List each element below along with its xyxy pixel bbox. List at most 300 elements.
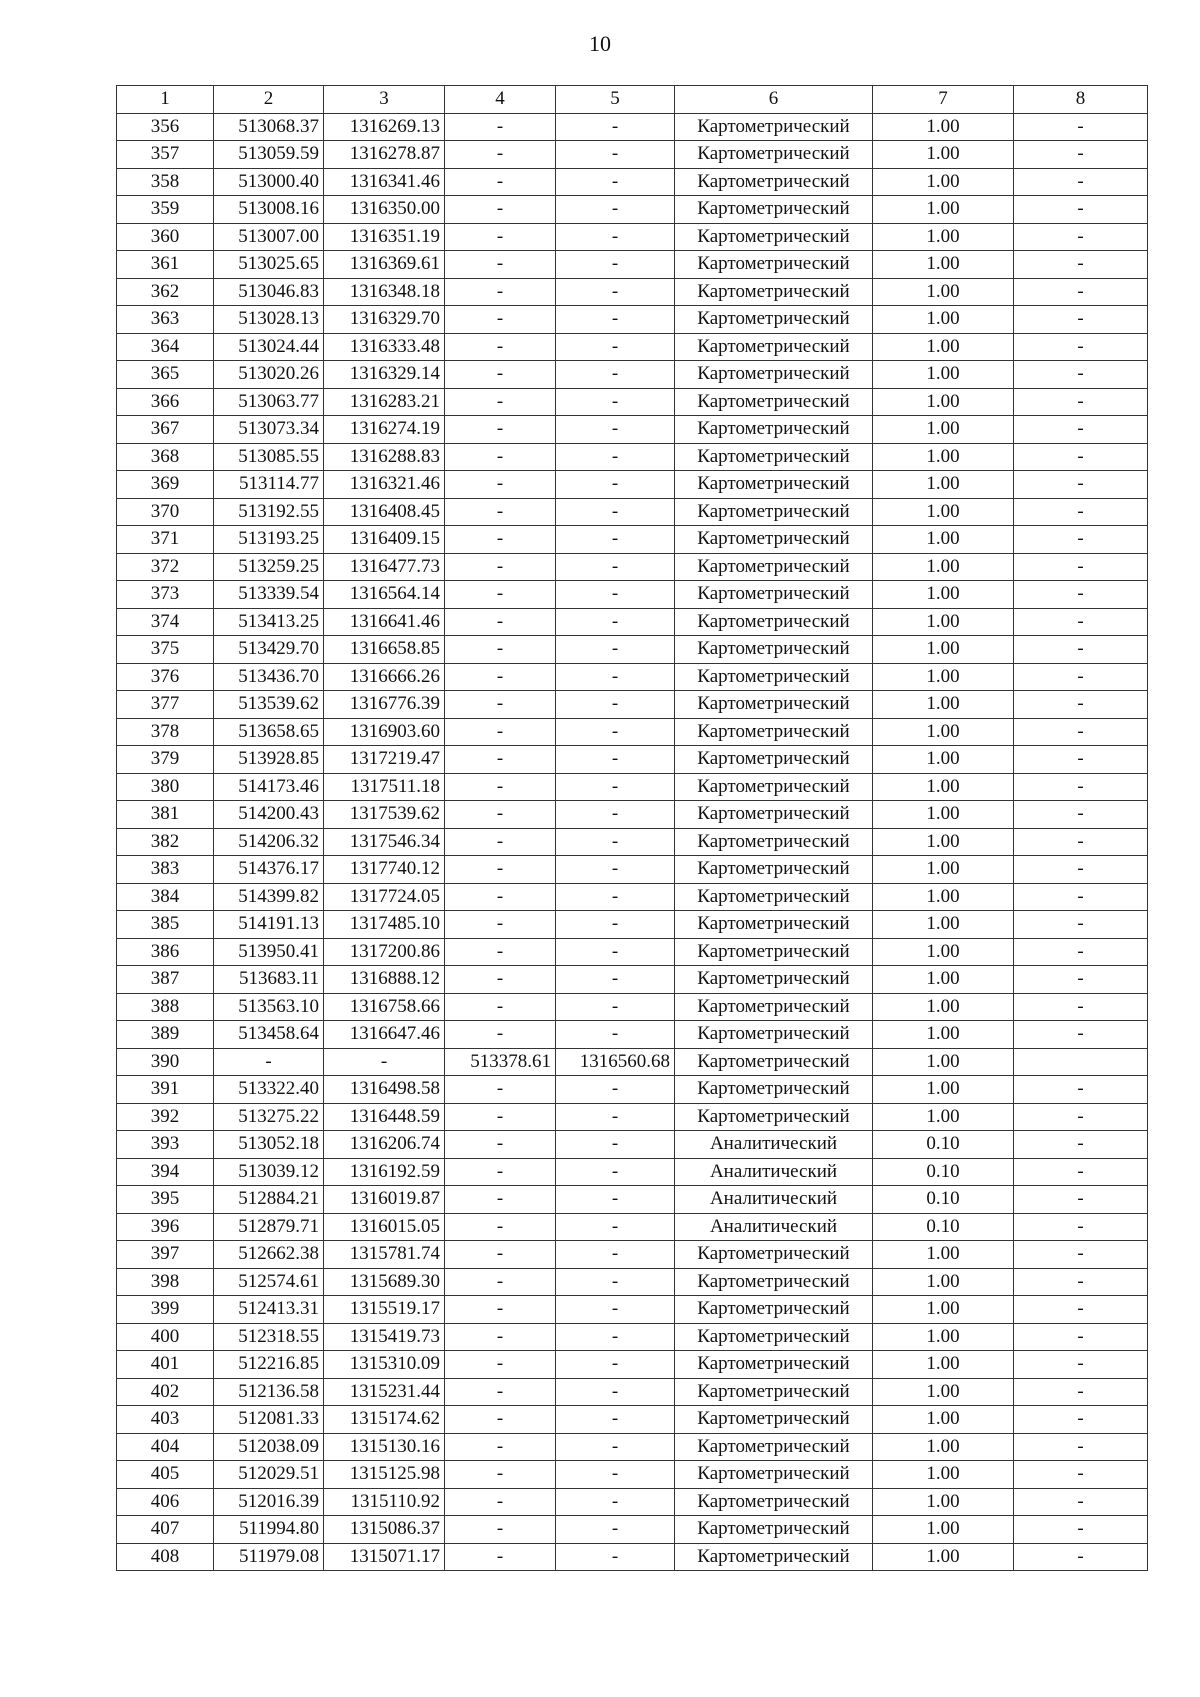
x-coordinate-cell: 513024.44 (214, 333, 324, 361)
y-coordinate-alt-cell: - (556, 526, 675, 554)
x-coordinate-cell: 513068.37 (214, 113, 324, 141)
y-coordinate-cell: 1316369.61 (324, 251, 445, 279)
accuracy-cell: 1.00 (873, 1516, 1014, 1544)
method-cell: Картометрический (675, 1433, 873, 1461)
x-coordinate-cell: 512081.33 (214, 1406, 324, 1434)
y-coordinate-alt-cell: - (556, 1241, 675, 1269)
y-coordinate-cell: 1316647.46 (324, 1021, 445, 1049)
y-coordinate-alt-cell: - (556, 1488, 675, 1516)
table-row (117, 278, 1148, 306)
x-coordinate-alt-cell: - (445, 251, 556, 279)
table-row (117, 801, 1148, 829)
x-coordinate-cell: 512216.85 (214, 1351, 324, 1379)
y-coordinate-alt-cell: - (556, 1543, 675, 1571)
accuracy-cell: 1.00 (873, 1543, 1014, 1571)
table-row (117, 1158, 1148, 1186)
x-coordinate-cell: 513413.25 (214, 608, 324, 636)
accuracy-cell: 1.00 (873, 251, 1014, 279)
x-coordinate-alt-cell: - (445, 168, 556, 196)
accuracy-cell: 1.00 (873, 828, 1014, 856)
x-coordinate-cell: 514200.43 (214, 801, 324, 829)
y-coordinate-alt-cell: - (556, 141, 675, 169)
method-cell: Картометрический (675, 718, 873, 746)
accuracy-cell: 1.00 (873, 498, 1014, 526)
method-cell: Картометрический (675, 526, 873, 554)
table-row (117, 581, 1148, 609)
y-coordinate-alt-cell: - (556, 828, 675, 856)
y-coordinate-alt-cell: - (556, 801, 675, 829)
x-coordinate-alt-cell: - (445, 718, 556, 746)
point-number-cell: 364 (117, 333, 214, 361)
x-coordinate-cell: 513114.77 (214, 471, 324, 499)
method-cell: Аналитический (675, 1213, 873, 1241)
table-row (117, 553, 1148, 581)
method-cell: Картометрический (675, 388, 873, 416)
x-coordinate-alt-cell: - (445, 223, 556, 251)
point-number-cell: 395 (117, 1186, 214, 1214)
y-coordinate-alt-cell: - (556, 856, 675, 884)
table-row (117, 498, 1148, 526)
y-coordinate-cell: 1316448.59 (324, 1103, 445, 1131)
accuracy-cell: 1.00 (873, 388, 1014, 416)
y-coordinate-cell: 1315310.09 (324, 1351, 445, 1379)
x-coordinate-alt-cell: - (445, 1516, 556, 1544)
note-cell: - (1014, 746, 1148, 774)
x-coordinate-cell: 513020.26 (214, 361, 324, 389)
point-number-cell: 375 (117, 636, 214, 664)
accuracy-cell: 1.00 (873, 553, 1014, 581)
x-coordinate-alt-cell: - (445, 828, 556, 856)
accuracy-cell: 1.00 (873, 443, 1014, 471)
method-cell: Картометрический (675, 141, 873, 169)
y-coordinate-alt-cell: - (556, 773, 675, 801)
point-number-cell: 396 (117, 1213, 214, 1241)
y-coordinate-cell: 1315419.73 (324, 1323, 445, 1351)
point-number-cell: 403 (117, 1406, 214, 1434)
y-coordinate-alt-cell: - (556, 553, 675, 581)
x-coordinate-cell: 512884.21 (214, 1186, 324, 1214)
point-number-cell: 366 (117, 388, 214, 416)
note-cell: - (1014, 1076, 1148, 1104)
x-coordinate-alt-cell: - (445, 1076, 556, 1104)
point-number-cell: 405 (117, 1461, 214, 1489)
accuracy-cell: 1.00 (873, 113, 1014, 141)
table-row (117, 1131, 1148, 1159)
accuracy-cell: 1.00 (873, 746, 1014, 774)
x-coordinate-cell: 513436.70 (214, 663, 324, 691)
x-coordinate-alt-cell: - (445, 1158, 556, 1186)
y-coordinate-alt-cell: - (556, 663, 675, 691)
y-coordinate-alt-cell: - (556, 993, 675, 1021)
method-cell: Картометрический (675, 113, 873, 141)
x-coordinate-cell: 513458.64 (214, 1021, 324, 1049)
y-coordinate-cell: 1316019.87 (324, 1186, 445, 1214)
y-coordinate-alt-cell: - (556, 1158, 675, 1186)
note-cell: - (1014, 113, 1148, 141)
x-coordinate-alt-cell: - (445, 416, 556, 444)
table-row (117, 113, 1148, 141)
x-coordinate-cell: 514376.17 (214, 856, 324, 884)
note-cell: - (1014, 1433, 1148, 1461)
x-coordinate-cell: 512038.09 (214, 1433, 324, 1461)
note-cell: - (1014, 691, 1148, 719)
method-cell: Картометрический (675, 911, 873, 939)
x-coordinate-cell: 513085.55 (214, 443, 324, 471)
y-coordinate-alt-cell: - (556, 911, 675, 939)
method-cell: Картометрический (675, 223, 873, 251)
x-coordinate-alt-cell: - (445, 498, 556, 526)
x-coordinate-alt-cell: - (445, 1241, 556, 1269)
method-cell: Аналитический (675, 1131, 873, 1159)
x-coordinate-cell: 513322.40 (214, 1076, 324, 1104)
x-coordinate-alt-cell: - (445, 1268, 556, 1296)
point-number-cell: 398 (117, 1268, 214, 1296)
note-cell: - (1014, 1543, 1148, 1571)
note-cell: - (1014, 1351, 1148, 1379)
column-header-1: 1 (117, 86, 214, 114)
x-coordinate-cell: 513063.77 (214, 388, 324, 416)
accuracy-cell: 1.00 (873, 1021, 1014, 1049)
point-number-cell: 360 (117, 223, 214, 251)
x-coordinate-alt-cell: - (445, 553, 556, 581)
column-header-6: 6 (675, 86, 873, 114)
x-coordinate-cell: 512413.31 (214, 1296, 324, 1324)
table-row (117, 1186, 1148, 1214)
note-cell: - (1014, 498, 1148, 526)
point-number-cell: 406 (117, 1488, 214, 1516)
y-coordinate-cell: 1315781.74 (324, 1241, 445, 1269)
column-header-4: 4 (445, 86, 556, 114)
y-coordinate-alt-cell: - (556, 691, 675, 719)
x-coordinate-cell: 513658.65 (214, 718, 324, 746)
x-coordinate-cell: - (214, 1048, 324, 1076)
point-number-cell: 408 (117, 1543, 214, 1571)
point-number-cell: 401 (117, 1351, 214, 1379)
note-cell: - (1014, 1186, 1148, 1214)
method-cell: Картометрический (675, 1076, 873, 1104)
table-row (117, 416, 1148, 444)
x-coordinate-alt-cell: - (445, 443, 556, 471)
y-coordinate-alt-cell: - (556, 1131, 675, 1159)
table-row (117, 1076, 1148, 1104)
x-coordinate-alt-cell: - (445, 388, 556, 416)
x-coordinate-alt-cell: - (445, 608, 556, 636)
table-row (117, 361, 1148, 389)
table-row (117, 718, 1148, 746)
y-coordinate-alt-cell: - (556, 306, 675, 334)
y-coordinate-cell: 1316348.18 (324, 278, 445, 306)
y-coordinate-alt-cell: - (556, 883, 675, 911)
y-coordinate-cell: 1316274.19 (324, 416, 445, 444)
y-coordinate-cell: 1316269.13 (324, 113, 445, 141)
x-coordinate-alt-cell: - (445, 773, 556, 801)
table-row (117, 993, 1148, 1021)
y-coordinate-cell: 1315174.62 (324, 1406, 445, 1434)
x-coordinate-cell: 513193.25 (214, 526, 324, 554)
y-coordinate-alt-cell: - (556, 581, 675, 609)
table-row (117, 141, 1148, 169)
coordinates-table (116, 85, 1148, 1571)
note-cell: - (1014, 278, 1148, 306)
table-row (117, 306, 1148, 334)
note-cell: - (1014, 636, 1148, 664)
note-cell: - (1014, 333, 1148, 361)
y-coordinate-alt-cell: - (556, 1516, 675, 1544)
note-cell: - (1014, 1103, 1148, 1131)
y-coordinate-alt-cell: - (556, 223, 675, 251)
x-coordinate-alt-cell: - (445, 1378, 556, 1406)
y-coordinate-alt-cell: - (556, 1323, 675, 1351)
point-number-cell: 394 (117, 1158, 214, 1186)
x-coordinate-alt-cell: - (445, 1131, 556, 1159)
point-number-cell: 384 (117, 883, 214, 911)
y-coordinate-alt-cell: - (556, 966, 675, 994)
table-row (117, 663, 1148, 691)
x-coordinate-cell: 512662.38 (214, 1241, 324, 1269)
method-cell: Картометрический (675, 553, 873, 581)
y-coordinate-alt-cell: - (556, 746, 675, 774)
table-row (117, 1461, 1148, 1489)
point-number-cell: 380 (117, 773, 214, 801)
table-row (117, 1268, 1148, 1296)
point-number-cell: 374 (117, 608, 214, 636)
note-cell: - (1014, 993, 1148, 1021)
x-coordinate-cell: 513259.25 (214, 553, 324, 581)
accuracy-cell: 1.00 (873, 361, 1014, 389)
accuracy-cell: 1.00 (873, 416, 1014, 444)
y-coordinate-cell: 1316329.70 (324, 306, 445, 334)
method-cell: Картометрический (675, 856, 873, 884)
x-coordinate-alt-cell: - (445, 938, 556, 966)
y-coordinate-cell: 1315086.37 (324, 1516, 445, 1544)
method-cell: Картометрический (675, 636, 873, 664)
table-row (117, 883, 1148, 911)
accuracy-cell: 0.10 (873, 1213, 1014, 1241)
point-number-cell: 385 (117, 911, 214, 939)
accuracy-cell: 1.00 (873, 938, 1014, 966)
x-coordinate-cell: 514173.46 (214, 773, 324, 801)
point-number-cell: 372 (117, 553, 214, 581)
note-cell: - (1014, 801, 1148, 829)
x-coordinate-alt-cell: 513378.61 (445, 1048, 556, 1076)
x-coordinate-cell: 513059.59 (214, 141, 324, 169)
x-coordinate-alt-cell: - (445, 1488, 556, 1516)
y-coordinate-cell: 1316903.60 (324, 718, 445, 746)
y-coordinate-cell: 1316409.15 (324, 526, 445, 554)
note-cell: - (1014, 196, 1148, 224)
accuracy-cell: 1.00 (873, 1241, 1014, 1269)
table-row (117, 773, 1148, 801)
method-cell: Картометрический (675, 608, 873, 636)
x-coordinate-alt-cell: - (445, 801, 556, 829)
accuracy-cell: 1.00 (873, 471, 1014, 499)
note-cell: - (1014, 581, 1148, 609)
table-row (117, 1296, 1148, 1324)
point-number-cell: 387 (117, 966, 214, 994)
table-row (117, 1241, 1148, 1269)
method-cell: Картометрический (675, 443, 873, 471)
y-coordinate-cell: 1317200.86 (324, 938, 445, 966)
point-number-cell: 371 (117, 526, 214, 554)
accuracy-cell: 1.00 (873, 636, 1014, 664)
accuracy-cell: 1.00 (873, 196, 1014, 224)
y-coordinate-cell: 1316666.26 (324, 663, 445, 691)
method-cell: Картометрический (675, 938, 873, 966)
x-coordinate-alt-cell: - (445, 966, 556, 994)
y-coordinate-cell: 1317219.47 (324, 746, 445, 774)
note-cell: - (1014, 1296, 1148, 1324)
x-coordinate-cell: 512879.71 (214, 1213, 324, 1241)
table-row (117, 388, 1148, 416)
table-row (117, 168, 1148, 196)
point-number-cell: 393 (117, 1131, 214, 1159)
x-coordinate-alt-cell: - (445, 1213, 556, 1241)
method-cell: Картометрический (675, 801, 873, 829)
y-coordinate-cell: 1317485.10 (324, 911, 445, 939)
table-row (117, 1406, 1148, 1434)
note-cell: - (1014, 416, 1148, 444)
y-coordinate-cell: 1316341.46 (324, 168, 445, 196)
method-cell: Картометрический (675, 1241, 873, 1269)
x-coordinate-cell: 513025.65 (214, 251, 324, 279)
method-cell: Картометрический (675, 746, 873, 774)
point-number-cell: 400 (117, 1323, 214, 1351)
y-coordinate-alt-cell: - (556, 1076, 675, 1104)
method-cell: Картометрический (675, 773, 873, 801)
note-cell: - (1014, 828, 1148, 856)
accuracy-cell: 1.00 (873, 1351, 1014, 1379)
accuracy-cell: 1.00 (873, 333, 1014, 361)
y-coordinate-alt-cell: - (556, 443, 675, 471)
y-coordinate-cell: 1317724.05 (324, 883, 445, 911)
note-cell: - (1014, 306, 1148, 334)
point-number-cell: 370 (117, 498, 214, 526)
x-coordinate-alt-cell: - (445, 883, 556, 911)
table-body (117, 113, 1148, 1571)
y-coordinate-cell: 1316408.45 (324, 498, 445, 526)
table-row (117, 1103, 1148, 1131)
x-coordinate-alt-cell: - (445, 663, 556, 691)
accuracy-cell: 1.00 (873, 278, 1014, 306)
x-coordinate-alt-cell: - (445, 196, 556, 224)
column-header-7: 7 (873, 86, 1014, 114)
note-cell (1014, 1048, 1148, 1076)
x-coordinate-cell: 513000.40 (214, 168, 324, 196)
table-row (117, 1021, 1148, 1049)
note-cell: - (1014, 773, 1148, 801)
point-number-cell: 381 (117, 801, 214, 829)
y-coordinate-cell: 1315071.17 (324, 1543, 445, 1571)
table-row (117, 526, 1148, 554)
accuracy-cell: 1.00 (873, 168, 1014, 196)
point-number-cell: 397 (117, 1241, 214, 1269)
note-cell: - (1014, 388, 1148, 416)
y-coordinate-cell: 1315125.98 (324, 1461, 445, 1489)
accuracy-cell: 1.00 (873, 966, 1014, 994)
method-cell: Картометрический (675, 361, 873, 389)
column-header-3: 3 (324, 86, 445, 114)
y-coordinate-alt-cell: - (556, 608, 675, 636)
note-cell: - (1014, 168, 1148, 196)
point-number-cell: 369 (117, 471, 214, 499)
method-cell: Картометрический (675, 883, 873, 911)
x-coordinate-cell: 513539.62 (214, 691, 324, 719)
method-cell: Картометрический (675, 196, 873, 224)
x-coordinate-cell: 513275.22 (214, 1103, 324, 1131)
y-coordinate-cell: 1316351.19 (324, 223, 445, 251)
x-coordinate-cell: 513039.12 (214, 1158, 324, 1186)
accuracy-cell: 1.00 (873, 1488, 1014, 1516)
x-coordinate-cell: 512029.51 (214, 1461, 324, 1489)
method-cell: Картометрический (675, 1351, 873, 1379)
y-coordinate-alt-cell: - (556, 361, 675, 389)
method-cell: Картометрический (675, 1103, 873, 1131)
point-number-cell: 389 (117, 1021, 214, 1049)
x-coordinate-cell: 514206.32 (214, 828, 324, 856)
note-cell: - (1014, 553, 1148, 581)
column-header-2: 2 (214, 86, 324, 114)
table-row (117, 746, 1148, 774)
y-coordinate-alt-cell: - (556, 1103, 675, 1131)
method-cell: Аналитический (675, 1158, 873, 1186)
y-coordinate-cell: 1316888.12 (324, 966, 445, 994)
method-cell: Картометрический (675, 691, 873, 719)
note-cell: - (1014, 361, 1148, 389)
y-coordinate-cell: 1316333.48 (324, 333, 445, 361)
note-cell: - (1014, 1461, 1148, 1489)
note-cell: - (1014, 1158, 1148, 1186)
y-coordinate-alt-cell: - (556, 1213, 675, 1241)
table-row (117, 1213, 1148, 1241)
method-cell: Картометрический (675, 251, 873, 279)
y-coordinate-cell: 1316321.46 (324, 471, 445, 499)
y-coordinate-cell: 1316477.73 (324, 553, 445, 581)
x-coordinate-cell: 512318.55 (214, 1323, 324, 1351)
table-row (117, 966, 1148, 994)
point-number-cell: 392 (117, 1103, 214, 1131)
y-coordinate-alt-cell: - (556, 938, 675, 966)
y-coordinate-alt-cell: - (556, 636, 675, 664)
note-cell: - (1014, 1378, 1148, 1406)
method-cell: Картометрический (675, 966, 873, 994)
table-row (117, 333, 1148, 361)
x-coordinate-alt-cell: - (445, 1351, 556, 1379)
method-cell: Картометрический (675, 1488, 873, 1516)
x-coordinate-alt-cell: - (445, 691, 556, 719)
table-row (117, 443, 1148, 471)
table-row (117, 1048, 1148, 1076)
note-cell: - (1014, 938, 1148, 966)
method-cell: Картометрический (675, 993, 873, 1021)
method-cell: Картометрический (675, 498, 873, 526)
note-cell: - (1014, 663, 1148, 691)
note-cell: - (1014, 966, 1148, 994)
point-number-cell: 388 (117, 993, 214, 1021)
y-coordinate-cell: 1316283.21 (324, 388, 445, 416)
table-row (117, 1488, 1148, 1516)
column-header-5: 5 (556, 86, 675, 114)
y-coordinate-cell: 1316641.46 (324, 608, 445, 636)
y-coordinate-cell: 1316206.74 (324, 1131, 445, 1159)
table-row (117, 911, 1148, 939)
method-cell: Картометрический (675, 416, 873, 444)
x-coordinate-alt-cell: - (445, 1406, 556, 1434)
point-number-cell: 407 (117, 1516, 214, 1544)
y-coordinate-alt-cell: - (556, 113, 675, 141)
point-number-cell: 357 (117, 141, 214, 169)
accuracy-cell: 1.00 (873, 856, 1014, 884)
point-number-cell: 377 (117, 691, 214, 719)
